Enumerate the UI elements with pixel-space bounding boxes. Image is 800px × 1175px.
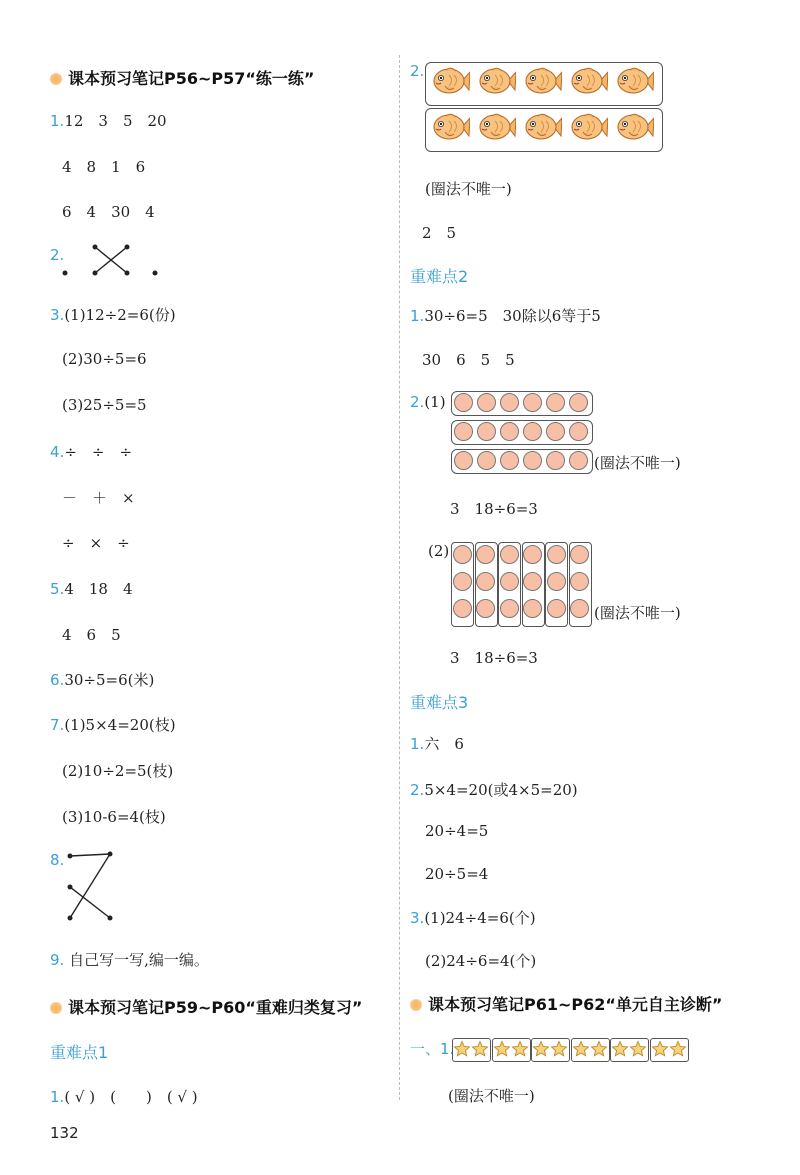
answer-checkmarks: 1.( √ ) ( ) ( √ ) [50, 1088, 198, 1106]
circle-icon [500, 599, 519, 618]
circle-icon [523, 422, 542, 441]
fish-icon [616, 112, 654, 142]
kp2-answer-2-part-1-result: 3 18÷6=3 [450, 500, 538, 518]
kp3-answer-3-line-1: 3.(1)24÷4=6(个) [410, 909, 536, 927]
page-number: 132 [50, 1124, 79, 1142]
fish-icon [478, 112, 516, 142]
answer-1-line-3: 6 4 30 4 [62, 203, 155, 221]
circle-icon [547, 599, 566, 618]
section-title-3: 课本预习笔记P61~P62“单元自主诊断” [410, 992, 722, 1015]
fish-icon [524, 112, 562, 142]
circle-icon [523, 393, 542, 412]
star-icon [651, 1040, 669, 1058]
answer-3-line-3: (3)25÷5=5 [62, 396, 147, 414]
circle-icon [523, 572, 542, 591]
kp3-answer-1: 1.六 6 [410, 735, 464, 753]
circle-icon [570, 572, 589, 591]
circle-icon [454, 451, 473, 470]
star-icon [590, 1040, 608, 1058]
circle-method-note-3: (圈法不唯一) [594, 604, 681, 622]
answer-1-line-1: 1.12 3 5 20 [50, 112, 167, 130]
circle-icon [500, 393, 519, 412]
star-icon [511, 1040, 529, 1058]
answer-4-line-2: － ＋ × [62, 489, 135, 507]
kp3-answer-3-line-2: (2)24÷6=4(个) [425, 952, 537, 970]
answer-4-line-3: ÷ × ÷ [62, 534, 130, 552]
circle-icon [569, 451, 588, 470]
kp2-answer-2-part-2-result: 3 18÷6=3 [450, 649, 538, 667]
circle-icon [570, 599, 589, 618]
circle-icon [547, 545, 566, 564]
circle-icon [569, 422, 588, 441]
circle-icon [477, 451, 496, 470]
orange-dot-icon [50, 73, 62, 85]
circle-icon [500, 451, 519, 470]
right-answer-2-values: 2 5 [422, 224, 457, 242]
circle-method-note-2: (圈法不唯一) [594, 454, 681, 472]
fish-icon [478, 66, 516, 96]
answer-6: 6.30÷5=6(米) [50, 671, 155, 689]
star-icon [493, 1040, 511, 1058]
kp2-answer-1-line-1: 1.30÷6=5 30除以6等于5 [410, 307, 601, 325]
star-icon [550, 1040, 568, 1058]
circle-icon [453, 545, 472, 564]
matching-lines-diagram [55, 242, 175, 280]
circle-icon [453, 599, 472, 618]
star-icon [453, 1040, 471, 1058]
fish-icon [524, 66, 562, 96]
kp2-answer-1-line-2: 30 6 5 5 [422, 351, 515, 369]
answer-8-number: 8. [50, 851, 65, 869]
circle-icon [477, 422, 496, 441]
circle-icon [476, 599, 495, 618]
subheading-key-point-1: 重难点1 [50, 1043, 109, 1062]
circle-icon [453, 572, 472, 591]
subheading-key-point-2: 重难点2 [410, 267, 469, 286]
circle-icon [569, 393, 588, 412]
answer-5-line-1: 5.4 18 4 [50, 580, 133, 598]
right-answer-2-number: 2. [410, 62, 425, 80]
unit-answer-1-number: 一、1. [410, 1040, 455, 1058]
circle-icon [546, 393, 565, 412]
crossing-lines-diagram [58, 846, 128, 926]
circle-icon [523, 545, 542, 564]
circle-icon [476, 572, 495, 591]
answer-7-line-3: (3)10-6=4(枝) [62, 808, 166, 826]
star-icon [572, 1040, 590, 1058]
kp2-answer-2-part-1-label: 2.(1) [410, 393, 446, 411]
orange-dot-icon [410, 999, 422, 1011]
answer-7-line-1: 7.(1)5×4=20(枝) [50, 716, 176, 734]
fish-icon [570, 112, 608, 142]
fish-icon [570, 66, 608, 96]
star-icon [471, 1040, 489, 1058]
answer-1-line-2: 4 8 1 6 [62, 158, 146, 176]
fish-icon [432, 112, 470, 142]
circle-method-note-1: (圈法不唯一) [425, 180, 512, 198]
circle-icon [546, 451, 565, 470]
circle-icon [500, 545, 519, 564]
circle-icon [454, 393, 473, 412]
kp3-answer-2-line-1: 2.5×4=20(或4×5=20) [410, 781, 578, 799]
circle-icon [570, 545, 589, 564]
answer-7-line-2: (2)10÷2=5(枝) [62, 762, 174, 780]
section-title-1: 课本预习笔记P56~P57“练一练” [50, 66, 314, 89]
answer-3-line-2: (2)30÷5=6 [62, 350, 147, 368]
subheading-key-point-3: 重难点3 [410, 693, 469, 712]
section-title-2: 课本预习笔记P59~P60“重难归类复习” [50, 995, 362, 1018]
orange-dot-icon [50, 1002, 62, 1014]
kp2-answer-2-part-2-label: (2) [428, 542, 450, 560]
circle-icon [546, 422, 565, 441]
star-icon [532, 1040, 550, 1058]
kp3-answer-2-line-3: 20÷5=4 [425, 865, 489, 883]
circle-method-note-4: (圈法不唯一) [448, 1087, 535, 1105]
circle-icon [523, 599, 542, 618]
star-icon [669, 1040, 687, 1058]
fish-icon [616, 66, 654, 96]
star-icon [611, 1040, 629, 1058]
circle-icon [523, 451, 542, 470]
circle-icon [476, 545, 495, 564]
fish-icon [432, 66, 470, 96]
circle-icon [500, 422, 519, 441]
circle-icon [547, 572, 566, 591]
kp3-answer-2-line-2: 20÷4=5 [425, 822, 489, 840]
answer-5-line-2: 4 6 5 [62, 626, 121, 644]
answer-9: 9. 自己写一写,编一编。 [50, 951, 209, 969]
star-icon [629, 1040, 647, 1058]
circle-icon [477, 393, 496, 412]
circle-icon [454, 422, 473, 441]
answer-3-line-1: 3.(1)12÷2=6(份) [50, 306, 176, 324]
answer-2-number: 2. [50, 246, 65, 264]
column-divider [399, 55, 400, 1100]
circle-icon [500, 572, 519, 591]
answer-4-line-1: 4.÷ ÷ ÷ [50, 443, 133, 461]
